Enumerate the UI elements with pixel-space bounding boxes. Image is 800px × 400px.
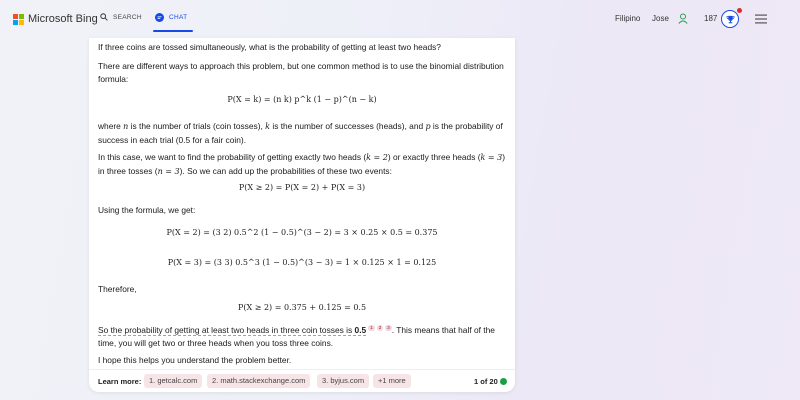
therefore-text: Therefore, — [98, 284, 137, 294]
top-header — [0, 0, 800, 38]
three-heads-formula: P(X = 3) = (3 3) 0.5^3 (1 − 0.5)^(3 − 3) = 1 × 0.125 × 1 = 0.125 — [167, 258, 437, 267]
tab-search[interactable] — [100, 13, 142, 21]
chat-response-card — [89, 38, 515, 392]
using-formula-text: Using the formula, we get: — [98, 205, 196, 215]
two-heads-formula: P(X = 2) = (3 2) 0.5^2 (1 − 0.5)^(3 − 2) = 3 × 0.25 × 0.5 = 0.375 — [166, 228, 438, 237]
language-selector[interactable]: Filipino — [615, 14, 641, 23]
source-link-stackexchange[interactable]: 2. math.stackexchange.com — [207, 374, 310, 388]
answer-paragraph: So the probability of getting at least two heads in three coin tosses is 0.5 1 2 3 . This means that half of the time, you will get two or three heads when you toss three coins. — [98, 325, 495, 348]
closing-text: I hope this helps you understand the problem better. — [98, 355, 292, 365]
tab-chat-label: CHAT — [169, 14, 188, 21]
question-text: If three coins are tossed simultaneously, what is the probability of getting at least two heads? — [98, 42, 441, 52]
answer-value: 0.5 — [354, 325, 367, 335]
more-sources-button[interactable]: +1 more — [373, 374, 411, 388]
rewards-button[interactable] — [721, 10, 739, 28]
intro-paragraph: There are different ways to approach this problem, but one common method is to use the binomial distribution formula: — [98, 61, 504, 84]
reward-points[interactable]: 187 — [704, 14, 718, 23]
active-tab-indicator — [153, 30, 193, 32]
answer-highlight[interactable]: So the probability of getting at least two heads in three coin tosses is 0.5 — [98, 325, 367, 335]
result-formula: P(X ≥ 2) = 0.375 + 0.125 = 0.5 — [237, 303, 367, 312]
search-icon — [100, 13, 108, 21]
citation-2[interactable]: 2 — [378, 325, 382, 330]
response-counter: 1 of 20 — [474, 377, 498, 386]
where-paragraph: where n is the number of trials (coin tosses), k is the number of successes (heads), and p is the probability of success in each trial (0.5 for a fair coin). — [98, 121, 503, 145]
brand-name: Microsoft Bing — [28, 13, 98, 25]
microsoft-logo-icon — [13, 14, 24, 25]
chat-icon — [155, 13, 164, 22]
learn-more-label: Learn more: — [98, 377, 142, 386]
tab-chat[interactable] — [155, 13, 187, 22]
user-name[interactable]: Jose — [652, 14, 669, 23]
case-paragraph: In this case, we want to find the probability of getting exactly two heads (k = 2) or exactly three heads (k = 3) in three tosses (n = 3). So we can add up the probabilities of these two events: — [98, 152, 506, 176]
citation-1[interactable]: 1 — [370, 325, 373, 330]
source-link-getcalc[interactable]: 1. getcalc.com — [144, 374, 202, 388]
hamburger-menu-icon[interactable] — [755, 14, 767, 24]
bing-logo[interactable] — [13, 13, 98, 25]
user-avatar-icon[interactable] — [678, 13, 688, 24]
trophy-icon — [726, 15, 735, 24]
status-dot — [500, 378, 507, 385]
citation-3[interactable]: 3 — [387, 325, 390, 330]
tab-search-label: SEARCH — [113, 13, 142, 21]
learn-more-bar — [89, 369, 515, 392]
binomial-formula: P(X = k) = (n k) p^k (1 − p)^(n − k) — [227, 95, 377, 104]
notification-dot — [737, 8, 742, 13]
source-link-byjus[interactable]: 3. byjus.com — [317, 374, 369, 388]
sum-formula: P(X ≥ 2) = P(X = 2) + P(X = 3) — [238, 183, 366, 192]
